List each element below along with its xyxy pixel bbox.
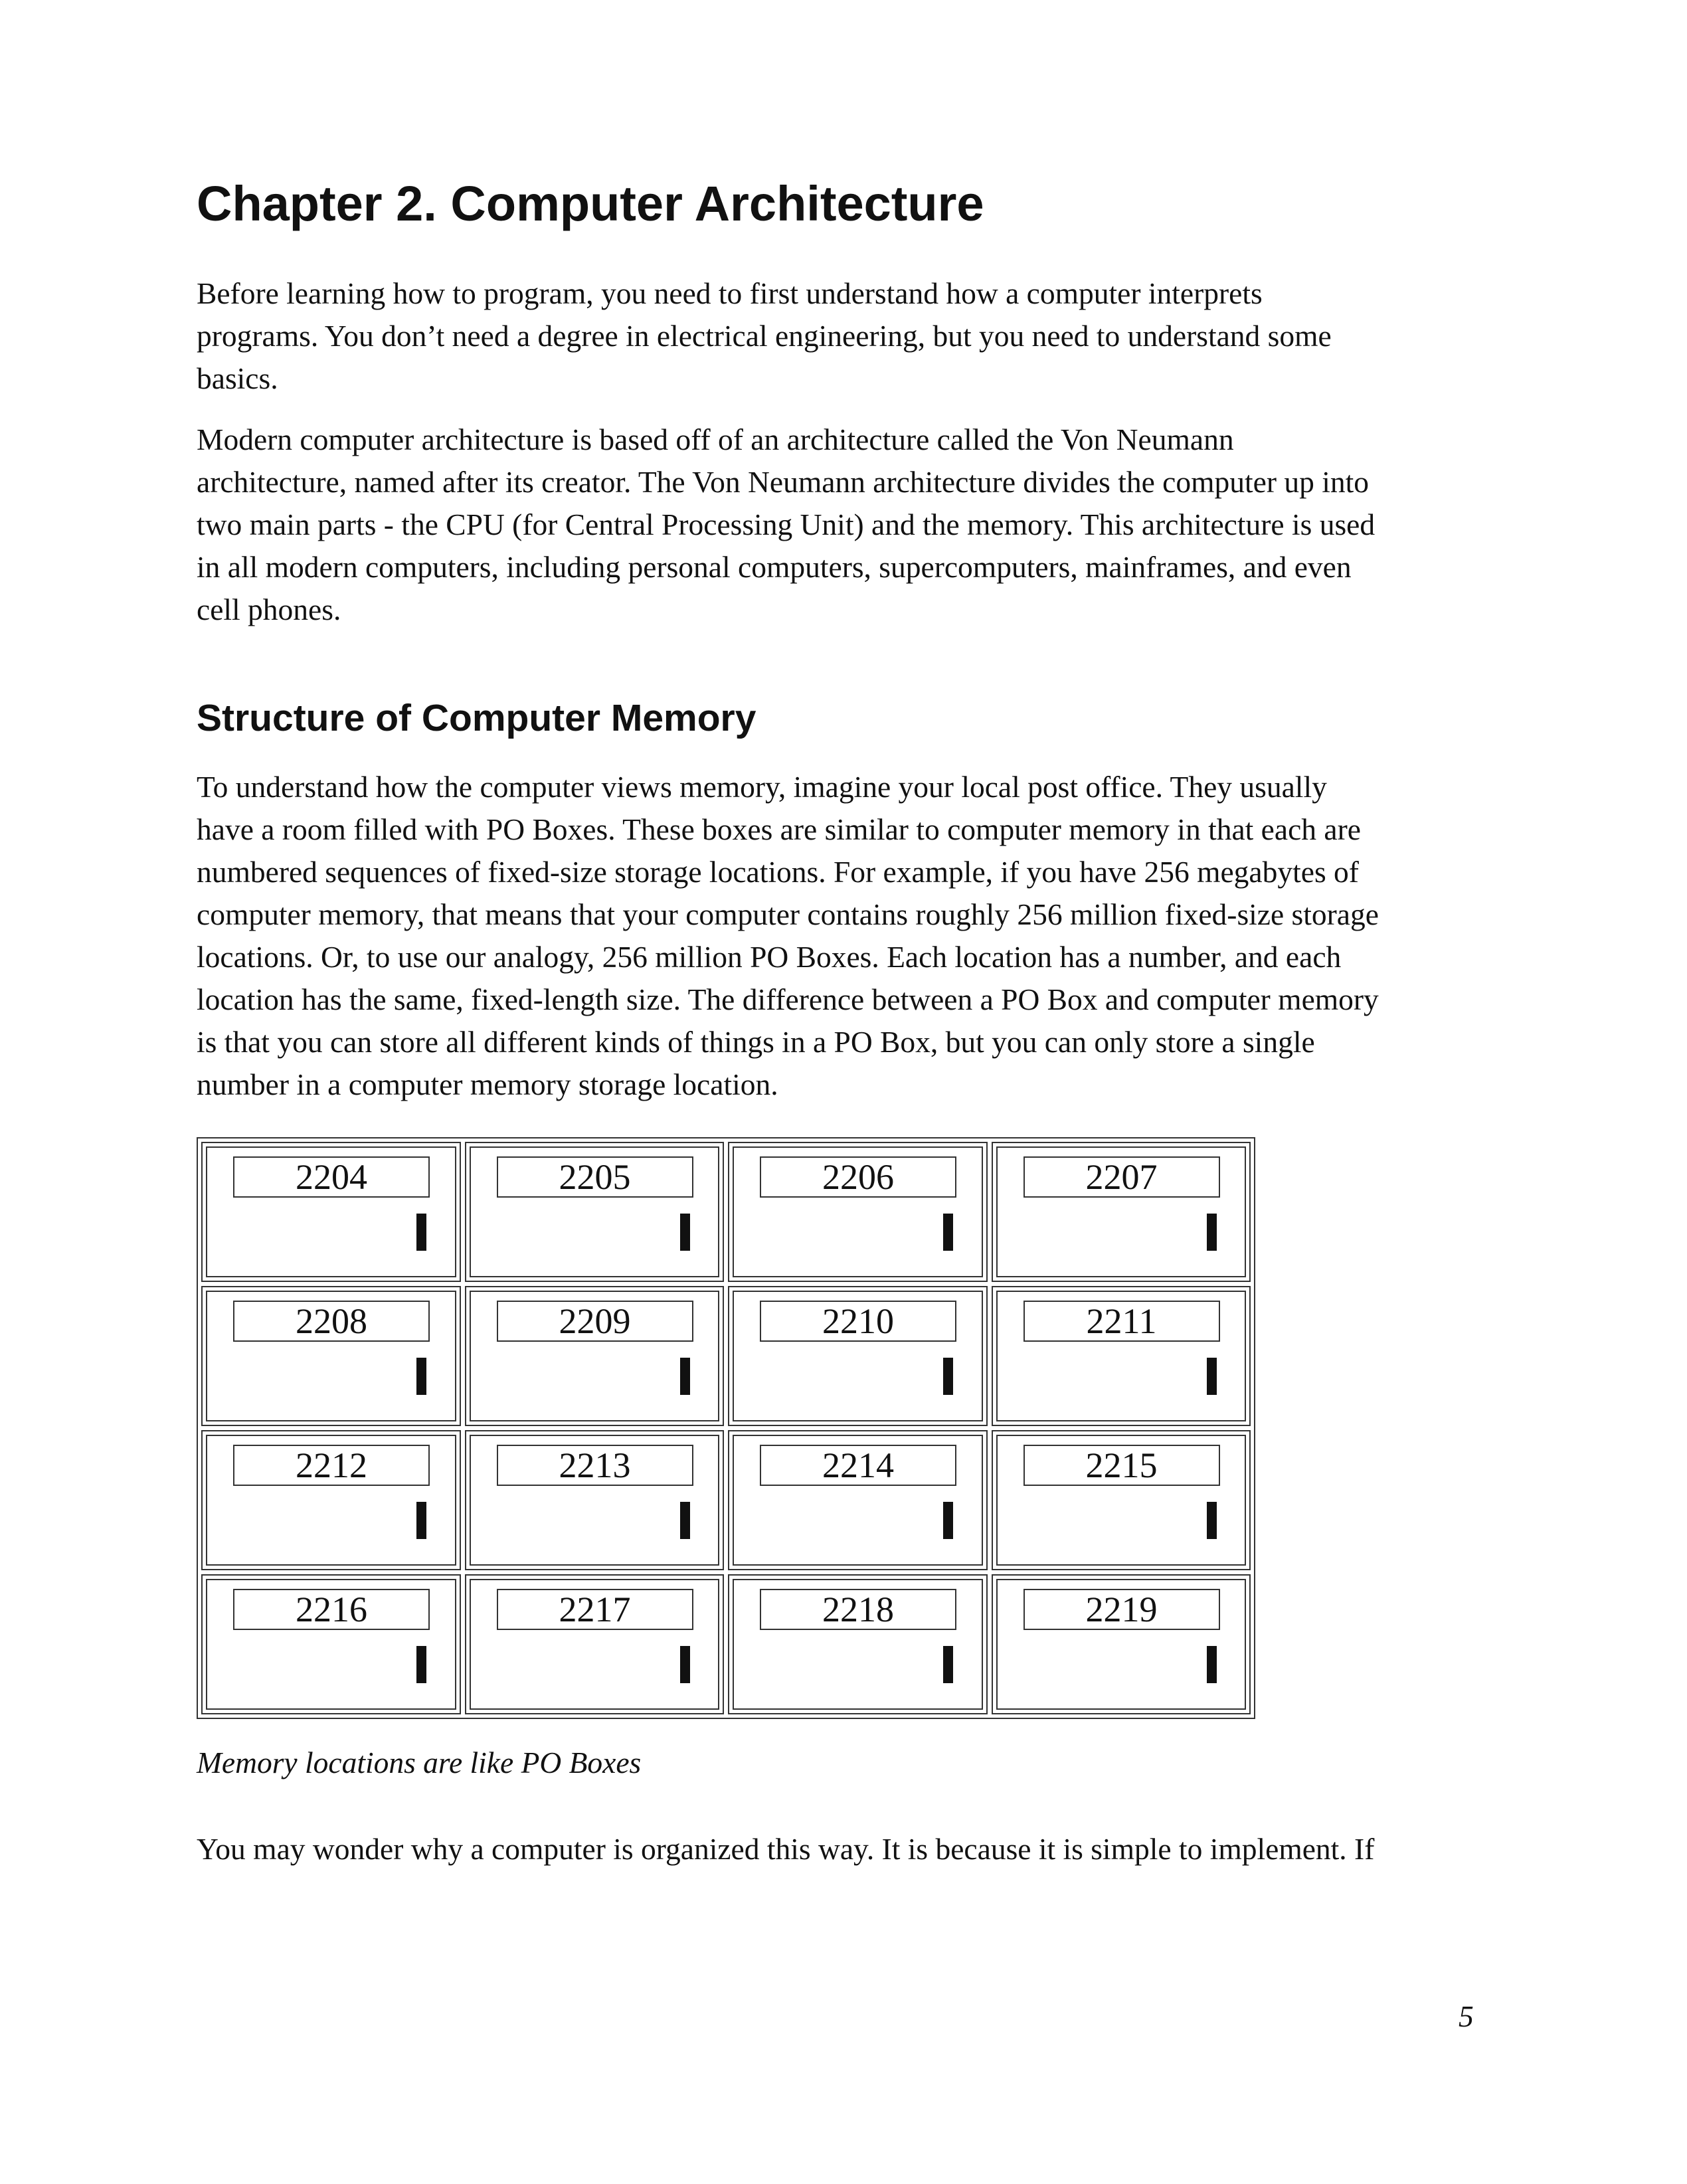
box-number-label: 2219 xyxy=(1023,1589,1220,1630)
po-box xyxy=(728,1142,988,1282)
box-handle-icon xyxy=(416,1358,426,1395)
box-number-label: 2205 xyxy=(497,1156,693,1198)
text-line: two main parts - the CPU (for Central Processing Unit) and the memory. This architecture is used xyxy=(197,507,1376,541)
po-box xyxy=(201,1142,461,1282)
text-line: number in a computer memory storage location. xyxy=(197,1067,778,1101)
po-box xyxy=(992,1142,1251,1282)
po-box xyxy=(992,1286,1251,1426)
po-box xyxy=(465,1286,725,1426)
box-number-label: 2209 xyxy=(497,1301,693,1342)
box-number-label: 2208 xyxy=(233,1301,430,1342)
architecture-paragraph xyxy=(197,418,1375,631)
box-handle-icon xyxy=(416,1502,426,1539)
box-handle-icon xyxy=(416,1646,426,1683)
box-handle-icon xyxy=(943,1358,953,1395)
box-number-label: 2217 xyxy=(497,1589,693,1630)
intro-paragraph xyxy=(197,272,1332,400)
box-number-label: 2204 xyxy=(233,1156,430,1198)
text-line: To understand how the computer views memory, imagine your local post office. They usually xyxy=(197,770,1327,804)
box-number-label: 2207 xyxy=(1023,1156,1220,1198)
text-line: architecture, named after its creator. The Von Neumann architecture divides the computer up into xyxy=(197,465,1370,499)
box-handle-icon xyxy=(1207,1214,1217,1251)
box-number-label: 2212 xyxy=(233,1445,430,1486)
section-title: Structure of Computer Memory xyxy=(197,697,756,739)
box-number-label: 2218 xyxy=(760,1589,956,1630)
text-line: have a room filled with PO Boxes. These boxes are similar to computer memory in that each are xyxy=(197,812,1361,846)
po-box xyxy=(201,1286,461,1426)
box-number-label: 2213 xyxy=(497,1445,693,1486)
text-line: You may wonder why a computer is organized this way. It is because it is simple to implement. If xyxy=(197,1832,1375,1866)
box-number-label: 2214 xyxy=(760,1445,956,1486)
box-handle-icon xyxy=(1207,1358,1217,1395)
memory-paragraph xyxy=(197,766,1379,1106)
po-box xyxy=(465,1430,725,1570)
text-line: computer memory, that means that your computer contains roughly 256 million fixed-size storage xyxy=(197,897,1379,931)
box-handle-icon xyxy=(680,1358,690,1395)
box-handle-icon xyxy=(943,1502,953,1539)
box-handle-icon xyxy=(680,1214,690,1251)
text-line: Modern computer architecture is based off of an architecture called the Von Neumann xyxy=(197,422,1234,456)
box-number-label: 2211 xyxy=(1023,1301,1220,1342)
page-number: 5 xyxy=(1459,1999,1474,2033)
text-line: is that you can store all different kinds of things in a PO Box, but you can only store a single xyxy=(197,1025,1315,1059)
po-box xyxy=(728,1574,988,1714)
text-line: in all modern computers, including personal computers, supercomputers, mainframes, and even xyxy=(197,550,1352,584)
po-box xyxy=(728,1430,988,1570)
box-number-label: 2215 xyxy=(1023,1445,1220,1486)
po-box xyxy=(728,1286,988,1426)
box-handle-icon xyxy=(1207,1646,1217,1683)
box-handle-icon xyxy=(1207,1502,1217,1539)
box-handle-icon xyxy=(680,1502,690,1539)
box-handle-icon xyxy=(416,1214,426,1251)
text-line: numbered sequences of fixed-size storage locations. For example, if you have 256 megabytes of xyxy=(197,855,1359,889)
box-handle-icon xyxy=(943,1214,953,1251)
po-box-figure xyxy=(197,1137,1255,1719)
box-handle-icon xyxy=(943,1646,953,1683)
po-box xyxy=(992,1430,1251,1570)
po-box xyxy=(465,1574,725,1714)
text-line: programs. You don’t need a degree in electrical engineering, but you need to understand some xyxy=(197,319,1332,353)
text-line: basics. xyxy=(197,361,278,395)
po-box xyxy=(992,1574,1251,1714)
box-handle-icon xyxy=(680,1646,690,1683)
po-box xyxy=(201,1430,461,1570)
po-box xyxy=(201,1574,461,1714)
text-line: location has the same, fixed-length size. The difference between a PO Box and computer memory xyxy=(197,982,1379,1016)
figure-caption: Memory locations are like PO Boxes xyxy=(197,1746,642,1779)
closing-paragraph xyxy=(197,1828,1374,1870)
chapter-title: Chapter 2. Computer Architecture xyxy=(197,176,984,231)
box-number-label: 2216 xyxy=(233,1589,430,1630)
box-number-label: 2206 xyxy=(760,1156,956,1198)
box-number-label: 2210 xyxy=(760,1301,956,1342)
text-line: locations. Or, to use our analogy, 256 million PO Boxes. Each location has a number, and each xyxy=(197,940,1342,974)
po-box xyxy=(465,1142,725,1282)
text-line: Before learning how to program, you need to first understand how a computer interprets xyxy=(197,276,1263,310)
text-line: cell phones. xyxy=(197,592,341,626)
